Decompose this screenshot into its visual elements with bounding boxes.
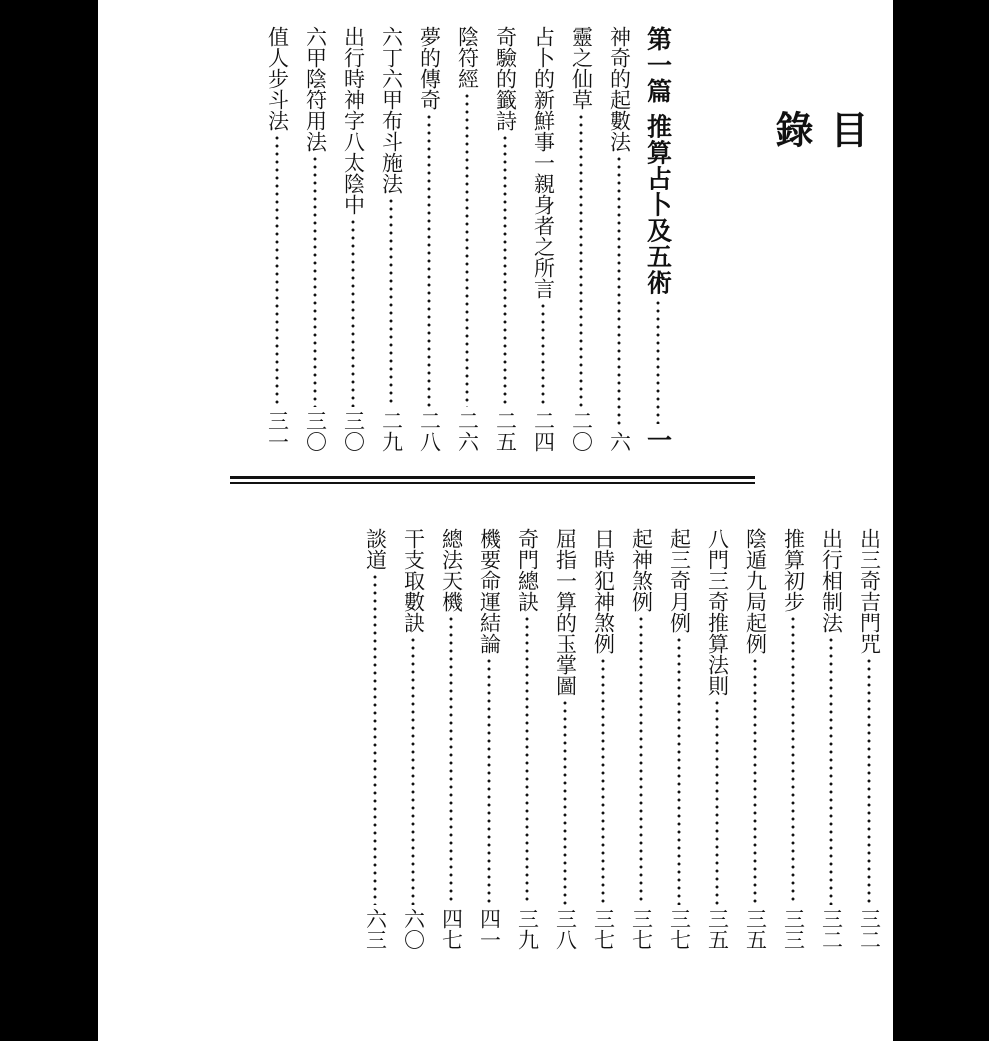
- toc-entry: [432, 528, 470, 950]
- toc-bottom-section: [356, 528, 888, 950]
- section-divider: [230, 476, 755, 485]
- leader-dots: [427, 113, 431, 407]
- toc-entry-page: 三五: [743, 908, 768, 950]
- leader-dots: [373, 573, 377, 905]
- toc-entry-page: 四七: [439, 908, 464, 950]
- leader-dots: [867, 657, 871, 905]
- leader-dots: [829, 636, 833, 905]
- toc-entry-page: 三二: [819, 908, 844, 950]
- toc-entry-title: 神奇的起數法: [607, 26, 632, 152]
- toc-entry-page: 三〇: [303, 410, 328, 452]
- toc-entry: [584, 528, 622, 950]
- toc-entry-page: 二八: [417, 410, 442, 452]
- toc-entry-title: 干支取數訣: [401, 528, 426, 633]
- toc-entry-page: 二四: [531, 410, 556, 452]
- book-page: [98, 0, 893, 1041]
- toc-entry-title: 陰符經: [455, 26, 480, 89]
- toc-entry: [448, 26, 486, 452]
- leader-dots: [275, 134, 279, 407]
- toc-entry-page: 三九: [515, 908, 540, 950]
- toc-entry: [296, 26, 334, 452]
- toc-entry-title: 奇門總訣: [515, 528, 540, 612]
- toc-entry: [774, 528, 812, 950]
- toc-part-heading: [638, 26, 678, 452]
- toc-entry: [372, 26, 410, 452]
- toc-entry-page: 二六: [455, 410, 480, 452]
- toc-entry: [562, 26, 600, 452]
- leader-dots: [563, 699, 567, 905]
- toc-entry-title: 屈指一算的玉掌圖: [553, 528, 578, 696]
- toc-entry-title: 推算初步: [781, 528, 806, 612]
- toc-entry: [600, 26, 638, 452]
- leader-dots: [639, 615, 643, 905]
- toc-entry-title: 奇驗的籤詩: [493, 26, 518, 131]
- toc-entry-title: 總法天機: [439, 528, 464, 612]
- leader-dots: [715, 699, 719, 905]
- toc-entry: [486, 26, 524, 452]
- toc-entry: [524, 26, 562, 452]
- toc-entry: [470, 528, 508, 950]
- toc-entry-title: 六甲陰符用法: [303, 26, 328, 152]
- divider-thick-line: [230, 476, 755, 479]
- toc-entry-page: 三一: [265, 410, 290, 452]
- toc-entry-page: 二〇: [569, 410, 594, 452]
- toc-entry-title: 六丁六甲布斗施法: [379, 26, 404, 194]
- toc-entry-page: 一: [643, 427, 673, 452]
- toc-entry: [258, 26, 296, 452]
- leader-dots: [411, 636, 415, 905]
- leader-dots: [313, 155, 317, 407]
- toc-entry-title: 出行時神字八太陰中: [341, 26, 366, 215]
- toc-entry-title: 靈之仙草: [569, 26, 594, 110]
- divider-thin-line: [230, 482, 755, 484]
- toc-entry-page: 三三: [781, 908, 806, 950]
- toc-entry: [660, 528, 698, 950]
- toc-entry-title: 值人步斗法: [265, 26, 290, 131]
- toc-entry-title: 第一篇 推算占卜及五術: [643, 26, 673, 296]
- toc-entry-page: 四一: [477, 908, 502, 950]
- toc-entry-title: 出行相制法: [819, 528, 844, 633]
- leader-dots: [541, 302, 545, 407]
- toc-entry-title: 陰遁九局起例: [743, 528, 768, 654]
- leader-dots: [503, 134, 507, 407]
- toc-entry-page: 三七: [591, 908, 616, 950]
- leader-dots: [449, 615, 453, 905]
- toc-entry: [622, 528, 660, 950]
- toc-entry-page: 六: [607, 431, 632, 452]
- toc-entry-page: 三五: [705, 908, 730, 950]
- toc-entry-page: 三八: [553, 908, 578, 950]
- toc-entry-page: 三二: [857, 908, 882, 950]
- leader-dots: [487, 657, 491, 905]
- toc-entry: [812, 528, 850, 950]
- toc-entry-title: 機要命運結論: [477, 528, 502, 654]
- leader-dots: [579, 113, 583, 407]
- leader-dots: [525, 615, 529, 905]
- toc-top-section: [258, 26, 678, 452]
- toc-entry-title: 占卜的新鮮事一親身者之所言: [531, 26, 556, 299]
- toc-heading: 目錄: [769, 110, 868, 186]
- leader-dots: [791, 615, 795, 905]
- toc-entry-page: 二五: [493, 410, 518, 452]
- toc-entry-page: 二九: [379, 410, 404, 452]
- toc-entry-title: 八門三奇推算法則: [705, 528, 730, 696]
- leader-dots: [601, 657, 605, 905]
- leader-dots: [351, 218, 355, 407]
- toc-entry: [410, 26, 448, 452]
- toc-entry-page: 三七: [629, 908, 654, 950]
- toc-entry-page: 六〇: [401, 908, 426, 950]
- toc-entry: [698, 528, 736, 950]
- leader-dots: [389, 197, 393, 407]
- leader-dots: [465, 92, 469, 407]
- toc-entry-page: 三〇: [341, 410, 366, 452]
- toc-entry: [334, 26, 372, 452]
- toc-entry: [850, 528, 888, 950]
- toc-entry: [356, 528, 394, 950]
- toc-entry: [508, 528, 546, 950]
- toc-entry-title: 出三奇吉門咒: [857, 528, 882, 654]
- toc-entry-title: 談道: [363, 528, 388, 570]
- toc-entry: [546, 528, 584, 950]
- leader-dots: [656, 299, 660, 424]
- toc-entry: [736, 528, 774, 950]
- toc-entry-title: 夢的傳奇: [417, 26, 442, 110]
- toc-entry-title: 起神煞例: [629, 528, 654, 612]
- toc-entry-title: 日時犯神煞例: [591, 528, 616, 654]
- toc-entry-title: 起三奇月例: [667, 528, 692, 633]
- toc-entry-page: 三七: [667, 908, 692, 950]
- toc-entry: [394, 528, 432, 950]
- leader-dots: [753, 657, 757, 905]
- leader-dots: [617, 155, 621, 428]
- leader-dots: [677, 636, 681, 905]
- toc-entry-page: 六三: [363, 908, 388, 950]
